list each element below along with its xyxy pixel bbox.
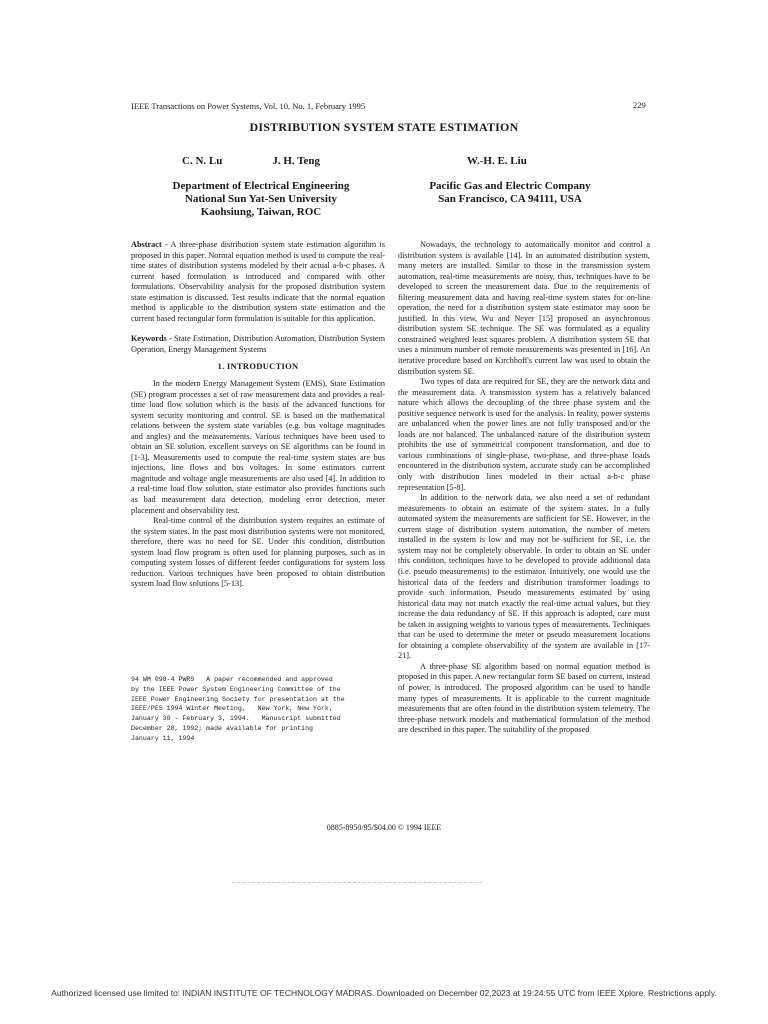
author-name: W.-H. E. Liu bbox=[467, 155, 527, 167]
paper-title: DISTRIBUTION SYSTEM STATE ESTIMATION bbox=[249, 120, 519, 134]
abstract bbox=[131, 240, 385, 324]
download-notice: Authorized licensed use limited to: INDIAN INSTITUTE OF TECHNOLOGY MADRAS. Downloaded on December 02,2023 at 19:24:55 UTC from IEEE Xplore. Restrictions apply. bbox=[51, 988, 717, 998]
left-authors bbox=[182, 155, 370, 167]
keywords-text: - State Estimation, Distribution Automation, Distribution System Operation, Energy Management Systems bbox=[131, 334, 385, 354]
affiliation-line: San Francisco, CA 94111, USA bbox=[438, 193, 582, 205]
keywords bbox=[131, 334, 385, 355]
body-paragraph: Two types of data are required for SE, they are the network data and the measurement data. A transmission system has a relatively balanced nature which allows the decoupling of the three phase system and the positive sequence network is used for the analysis. In reality, power systems are unbalanced when the power lines are not fully transposed and/or the loads are not balanced. The unbalanced nature of the distribution system prohibits the use of symmetrical component transformation, and due to various combinations of single-phase, two-phase, and three-phase loads encountered in the distribution system, accurate study can be accomplished only with distribution lines modeled in their actual a-b-c phase representation [5-8]. bbox=[398, 377, 650, 492]
left-column bbox=[131, 240, 385, 590]
abstract-text: - A three-phase distribution system state estimation algorithm is proposed in this paper. Normal equation method is used to compute the real-time states of distribution systems modeled by their actual a-b-c phases. A current based formulation is introduced and compared with other formulations. Observability analysis for the proposed distribution system state estimation is discussed. Test results indicate that the normal equation method is applicable to the distribution system state estimation and the current based rectangular form formulation is suitable for this application. bbox=[131, 240, 385, 323]
affiliation-line: Pacific Gas and Electric Company bbox=[429, 180, 591, 192]
body-paragraph: Nowadays, the technology to automatically monitor and control a distribution system is available [14]. In an automated distribution system, many meters are installed. Similar to those in the transmission system automation, real-time measurements are noisy, thus, techniques have to be developed to screen the measurement data. Due to the requirements of filtering measurement data and having real-time system states for on-line operation, the need for a distribution system state estimator may soon be justified. In this view, Wu and Neyer [15] proposed an asynchronous distribution system SE technique. The SE was formulated as a equality constrained weighted least squares problem. A distribution system SE that uses a minimum number of remote measurements was presented in [16]. An iterative procedure based on Kirchhoff's current law was used to obtain the distribution system SE. bbox=[398, 240, 650, 376]
affiliation-line: Department of Electrical Engineering bbox=[172, 180, 350, 192]
issn-line: 0885-8950/95/$04.00 © 1994 IEEE bbox=[326, 823, 442, 832]
journal-header: IEEE Transactions on Power Systems, Vol. 10, No. 1, February 1995 bbox=[131, 101, 366, 111]
right-author bbox=[467, 155, 577, 167]
left-affiliation bbox=[131, 180, 391, 219]
affiliation-line: National Sun Yat-Sen University bbox=[184, 193, 338, 205]
affiliation-line: Kaohsiung, Taiwan, ROC bbox=[200, 206, 322, 218]
intro-paragraph: In the modern Energy Management System (EMS), State Estimation (SE) program processes a set of raw measurement data and provides a real-time load flow solution which is the basis of the advanced functions for system security monitoring and control. SE is based on the mathematical relations between the system state variables (e.g. bus voltage magnitudes and angles) and the measurements. Various techniques have been used to obtain an SE solution, excellent surveys on SE algorithms can be found in [1-3]. Measurements used to compute the real-time system states are bus injections, line flows and bus voltages. In some estimators current magnitude and voltage angle measurements are also used [4]. In addition to a real-time load flow solution, state estimator also provides functions such as bad measurement data detection, modeling error detection, meter placement and observability test. bbox=[131, 379, 385, 515]
abstract-label: Abstract bbox=[131, 240, 162, 249]
author-name: C. N. Lu bbox=[182, 155, 223, 167]
keywords-label: Keywords bbox=[131, 334, 167, 344]
intro-paragraph: Real-time control of the distribution system requires an estimate of the system states. In the past most distribution systems were not monitored, therefore, there was no need for SE. Under this condition, distribution system load flow program is often used for planning purposes, such as in computing system losses of different feeder configurations for system loss reduction. Various techniques have been proposed to obtain distribution system load flow solutions [5-13]. bbox=[131, 516, 385, 589]
footnote: 94 WM 098-4 PWRS A paper recommended and approved by the IEEE Power System Engineering Committee of the IEEE Power Engineering Society for presentation at the IEEE/PES 1994 Winter Meeting, New York, New York, January 30 - February 3, 1994. Manuscript submitted December 28, 1992; made available for printing January 11, 1994 bbox=[131, 676, 345, 742]
section-heading: 1. INTRODUCTION bbox=[217, 361, 299, 372]
right-affiliation bbox=[385, 180, 635, 206]
page-number: 229 bbox=[633, 100, 646, 110]
right-column bbox=[398, 240, 650, 736]
body-paragraph: A three-phase SE algorithm based on normal equation method is proposed in this paper. A new rectangular form SE based on current, instead of power, is introduced. The proposed algorithm can be used to handle many types of measurements. It is applicable to the current magnitude measurements that are often found in the distribution system telemetry. The three-phase network models and mathematical formulation of the method are described in this paper. The suitability of the proposed bbox=[398, 661, 650, 735]
body-paragraph: In addition to the network data, we also need a set of redundant measurements to obtain an estimate of the system states. In a fully automated system the measurements are sufficient for SE. However, in the current stage of distribution system automation, the number of meters installed in the system is low and may not be sufficient for SE, i.e. the system may not be completely observable. In order to obtain an SE under this condition, techniques have to be developed to provide additional data (i.e. pseudo measurements) to the estimator. Intuitively, one would use the historical data of the feeders and distribution transformer loadings to provide such information. Pseudo measurements estimated by using historical data may not match exactly the real-time actual values, but they increase the data redundancy of SE. If this approach is adopted, care must be taken in assigning weights to various types of measurements. Techniques that can be used to determine the meter or pseudo measurement locations for obtaining a complete observability of the system are available in [17-21]. bbox=[398, 493, 650, 661]
scan-artifact-line bbox=[232, 882, 482, 884]
author-name: J. H. Teng bbox=[272, 155, 321, 167]
